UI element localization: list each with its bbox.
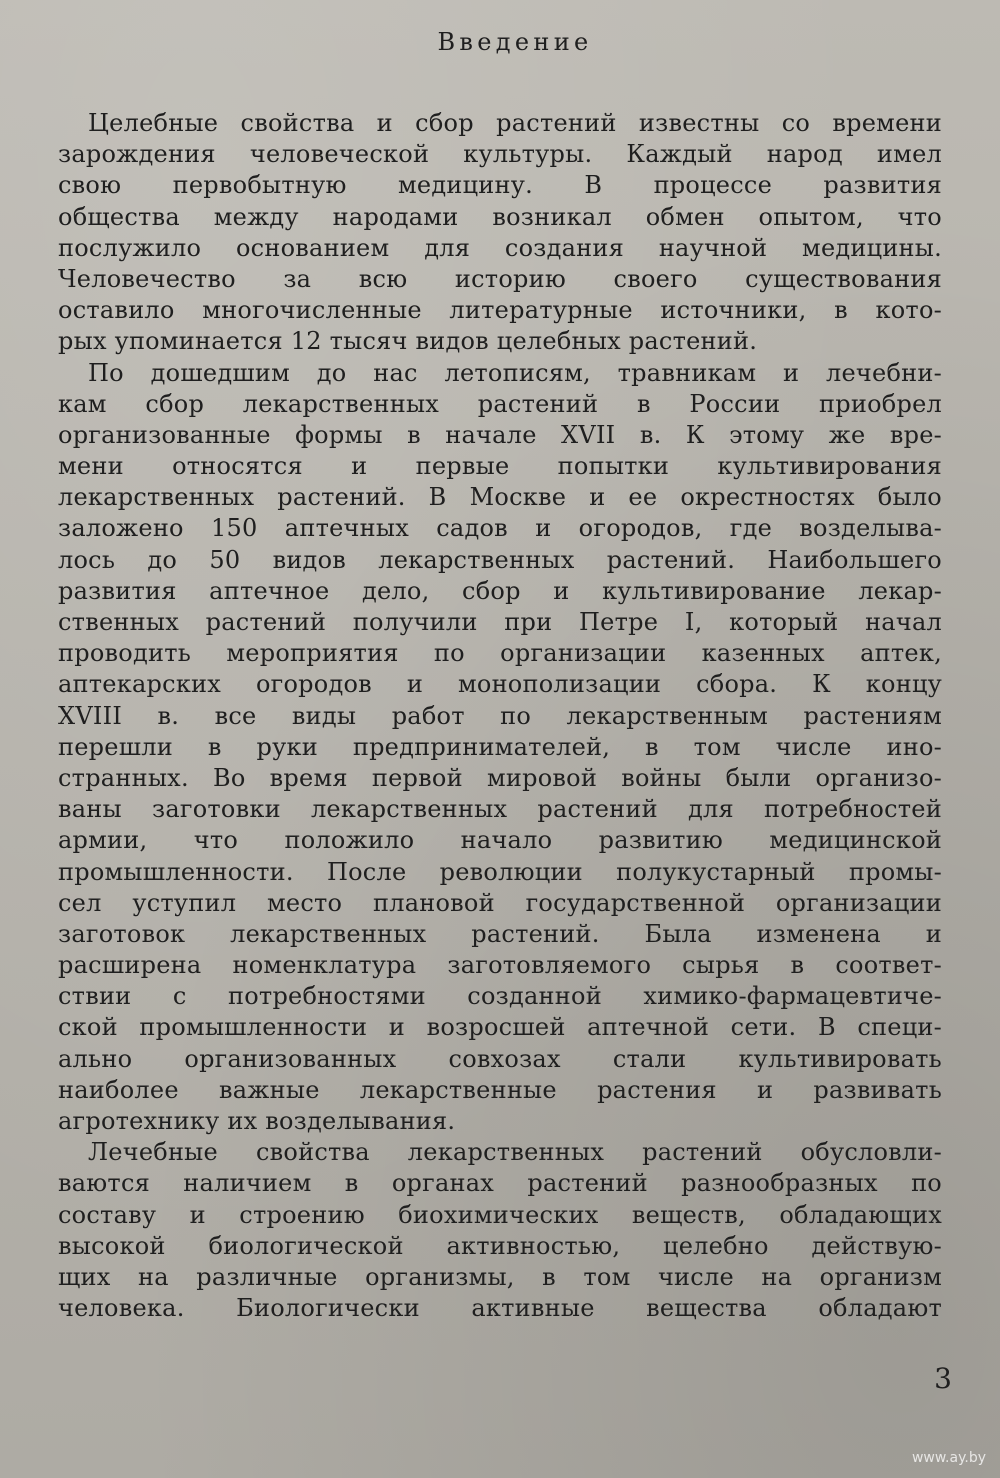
text-line: ваны заготовки лекарственных растений для потребностей: [58, 795, 942, 824]
text-line: ствии с потребностями созданной химико-фармацевтиче-: [58, 982, 942, 1011]
text-line: странных. Во время первой мировой войны были организо-: [58, 763, 942, 792]
text-line: XVIII в. все виды работ по лекарственным растениям: [58, 701, 942, 730]
text-line: оставило многочисленные литературные источники, в кото-: [58, 296, 942, 325]
text-line: Целебные свойства и сбор растений известны со времени: [88, 109, 942, 137]
text-line: зарождения человеческой культуры. Каждый народ имел: [58, 140, 942, 169]
text-line: лекарственных растений. В Москве и ее окрестностях было: [58, 483, 942, 512]
text-line: заготовок лекарственных растений. Была изменена и: [58, 919, 942, 948]
text-line: послужило основанием для создания научной медицины.: [58, 233, 942, 262]
text-line: высокой биологической активностью, целебно действую-: [58, 1231, 942, 1260]
text-line: лось до 50 видов лекарственных растений. Наибольшего: [58, 545, 942, 574]
text-line: ваются наличием в органах растений разнообразных по: [58, 1169, 942, 1198]
body-text: [58, 108, 942, 1324]
text-line: ской промышленности и возросшей аптечной сети. В специ-: [58, 1013, 942, 1042]
text-line: ально организованных совхозах стали культивировать: [58, 1044, 942, 1073]
text-line: рых упоминается 12 тысяч видов целебных растений.: [58, 327, 758, 356]
text-line: наиболее важные лекарственные растения и развивать: [58, 1075, 942, 1104]
text-line: свою первобытную медицину. В процессе развития: [58, 171, 942, 200]
text-line: По дошедшим до нас летописям, травникам и лечебни-: [88, 358, 942, 387]
text-line: общества между народами возникал обмен опытом, что: [58, 202, 942, 231]
text-line: ственных растений получили при Петре I, который начал: [58, 608, 942, 636]
text-line: перешли в руки предпринимателей, в том числе ино-: [58, 732, 942, 761]
text-line: проводить мероприятия по организации казенных аптек,: [58, 639, 942, 668]
text-line: мени относятся и первые попытки культивирования: [58, 452, 942, 481]
page-number: 3: [934, 1362, 952, 1395]
text-line: организованные формы в начале XVII в. К этому же вре-: [58, 420, 942, 449]
text-line: армии, что положило начало развитию медицинской: [58, 826, 942, 855]
text-line: Лечебные свойства лекарственных растений обусловли-: [88, 1138, 942, 1167]
text-line: расширена номенклатура заготовляемого сырья в соответ-: [58, 951, 942, 980]
watermark: www.ay.by: [911, 1450, 986, 1466]
chapter-heading: Введение: [437, 28, 593, 56]
text-line: составу и строению биохимических веществ, обладающих: [58, 1200, 942, 1229]
text-line: аптекарских огородов и монополизации сбора. К концу: [58, 670, 942, 699]
text-line: кам сбор лекарственных растений в России приобрел: [58, 389, 942, 418]
text-line: развития аптечное дело, сбор и культивирование лекар-: [58, 576, 942, 605]
text-line: человека. Биологически активные вещества обладают: [58, 1294, 942, 1323]
text-line: заложено 150 аптечных садов и огородов, где возделыва-: [58, 514, 942, 543]
text-line: агротехнику их возделывания.: [58, 1107, 456, 1135]
text-line: промышленности. После революции полукустарный промы-: [58, 857, 942, 886]
text-line: Человечество за всю историю своего существования: [58, 264, 942, 293]
text-line: сел уступил место плановой государственной организации: [58, 888, 942, 917]
text-line: щих на различные организмы, в том числе на организм: [58, 1262, 942, 1291]
